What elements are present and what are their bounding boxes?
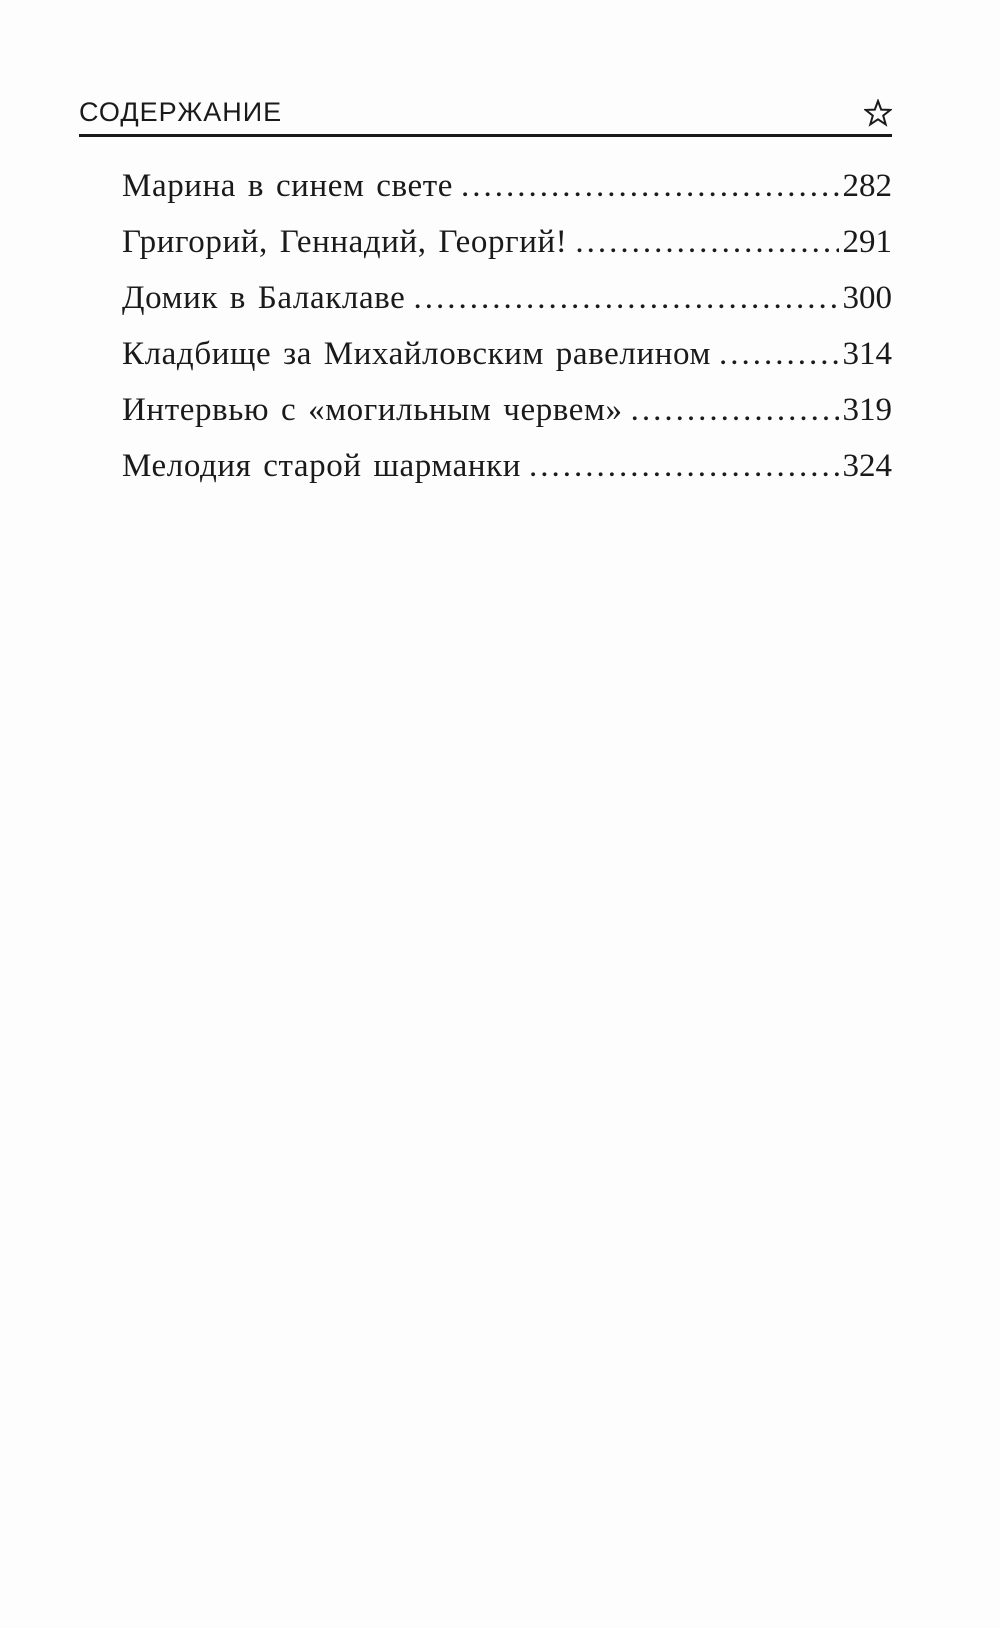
- table-of-contents: [122, 168, 892, 504]
- toc-entry[interactable]: [122, 392, 892, 448]
- toc-entry-page: 324: [842, 448, 892, 484]
- dot-leader: [719, 336, 839, 373]
- toc-entry-title: Кладбище за Михайловским равелином: [122, 336, 711, 372]
- toc-entry[interactable]: [122, 224, 892, 280]
- toc-entry-page: 291: [842, 224, 892, 260]
- dot-leader: [529, 448, 839, 485]
- toc-entry[interactable]: [122, 168, 892, 224]
- dot-leader: [461, 168, 838, 205]
- toc-entry[interactable]: [122, 336, 892, 392]
- toc-entry-page: 282: [842, 168, 892, 204]
- toc-entry-title: Марина в синем свете: [122, 168, 454, 204]
- header-title: СОДЕРЖАНИЕ: [79, 97, 283, 127]
- toc-entry[interactable]: [122, 448, 892, 504]
- toc-entry-title: Мелодия старой шарманки: [122, 448, 521, 484]
- star-icon: [864, 99, 892, 127]
- dot-leader: [413, 280, 838, 317]
- dot-leader: [631, 392, 839, 429]
- toc-entry[interactable]: [122, 280, 892, 336]
- toc-entry-title: Домик в Балаклаве: [122, 280, 406, 316]
- toc-entry-page: 300: [842, 280, 892, 316]
- toc-entry-page: 314: [842, 336, 892, 372]
- toc-entry-title: Интервью с «могильным червем»: [122, 392, 623, 428]
- toc-entry-title: Григорий, Геннадий, Георгий!: [122, 224, 568, 260]
- toc-entry-page: 319: [842, 392, 892, 428]
- running-header: [79, 88, 892, 136]
- header-rule: [79, 134, 892, 137]
- dot-leader: [575, 224, 838, 261]
